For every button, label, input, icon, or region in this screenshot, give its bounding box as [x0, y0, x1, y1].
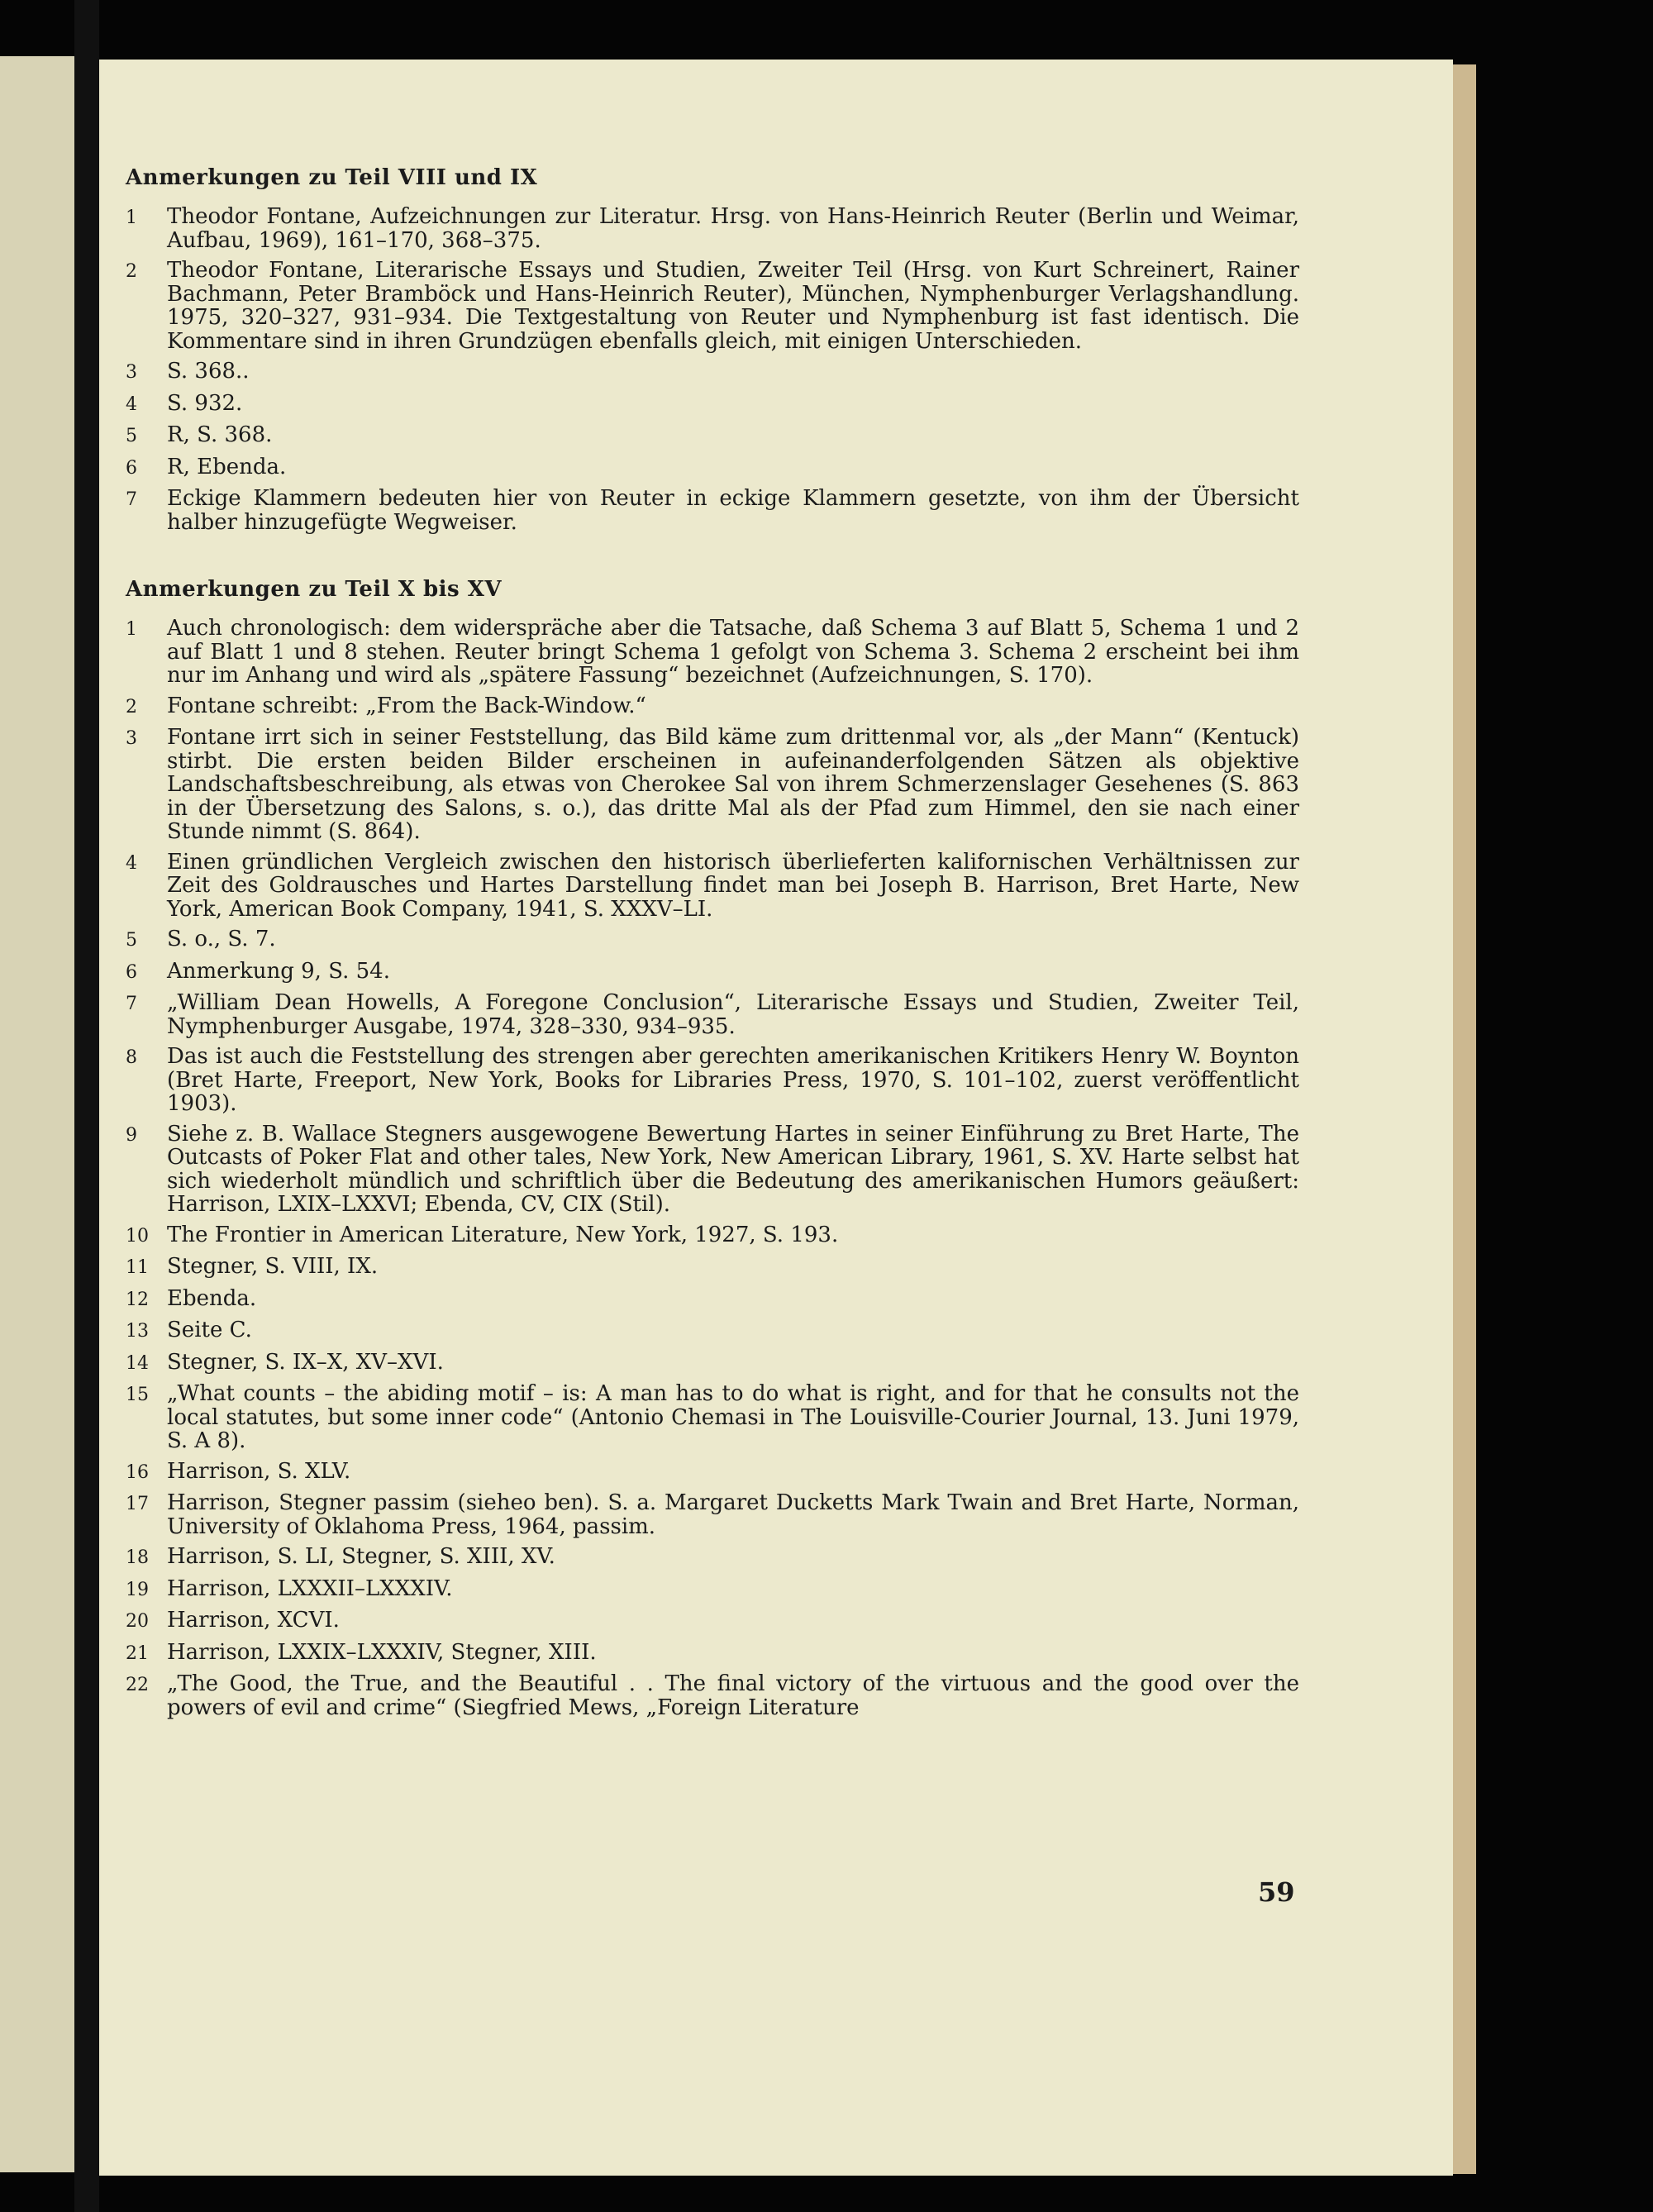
notes-content: [126, 165, 1299, 1726]
footnote: [126, 205, 1299, 252]
footnote-number: 15: [126, 1385, 149, 1405]
footnote: [126, 1318, 1299, 1344]
footnote-text: „The Good, the True, and the Beautiful . . The final victory of the virtuous and the good over the powers of evil and crime“ (Siegfried Mews, „Foreign Literature: [167, 1671, 1299, 1720]
footnote-number: 2: [126, 261, 137, 282]
footnote-number: 16: [126, 1461, 149, 1483]
footnote-text: Harrison, LXXIX–LXXXIV, Stegner, XIII.: [167, 1639, 597, 1665]
footnote: [126, 617, 1299, 688]
footnote: [126, 1460, 1299, 1485]
footnote: [126, 1045, 1299, 1116]
footnote: [126, 694, 1299, 720]
footnote-number: 21: [126, 1642, 149, 1664]
footnote-text: Eckige Klammern bedeuten hier von Reuter in eckige Klammern gesetzte, von ihm der Übersicht halber hinzugefügte Wegweiser.: [167, 486, 1299, 535]
footnote-text: Theodor Fontane, Literarische Essays und Studien, Zweiter Teil (Hrsg. von Kurt Schreinert, Rainer Bachmann, Peter Bramböck und Hans-Heinrich Reuter), München, Nymphenburger Verlagshandlung. 1975, 320–327, 931–934. Die Textgestaltung von Reuter und Nymphenburg ist fast identisch. Die Kommentare sind in ihren Grundzügen ebenfalls gleich, mit einigen Unterschieden.: [167, 258, 1299, 354]
section-heading: Anmerkungen zu Teil X bis XV: [126, 577, 503, 602]
footnote: [126, 487, 1299, 534]
footnote: [126, 1287, 1299, 1313]
footnote: [126, 851, 1299, 922]
page-edge: [1453, 64, 1476, 2174]
footnote: [126, 1545, 1299, 1571]
footnote-number: 9: [126, 1124, 137, 1146]
footnote-number: 13: [126, 1321, 149, 1342]
footnote-text: The Frontier in American Literature, New York, 1927, S. 193.: [167, 1222, 839, 1247]
footnote-text: Fontane irrt sich in seiner Feststellung, das Bild käme zum drittenmal vor, als „der Mann“ (Kentuck) stirbt. Die ersten beiden Bilder erscheinen in aufeinanderfolgenden Sätzen als objektive Landschaftsbeschreibung, als etwas von Cherokee Sal von ihrem Schmerzenslager Gesehenes (S. 863 in der Übersetzung des Salons, s. o.), das dritte Mal als der Pfad zum Himmel, den sie nach einer Stunde nimmt (S. 864).: [167, 725, 1299, 844]
footnote-text: Stegner, S. IX–X, XV–XVI.: [167, 1349, 444, 1375]
page-number: 59: [1258, 1876, 1295, 1908]
footnote: [126, 1609, 1299, 1634]
footnote-number: 4: [126, 852, 137, 874]
footnote: [126, 1672, 1299, 1719]
footnote: [126, 991, 1299, 1038]
footnote-number: 7: [126, 489, 137, 510]
footnote-text: Stegner, S. VIII, IX.: [167, 1254, 379, 1279]
footnote-text: Ebenda.: [167, 1285, 257, 1311]
footnote-text: Anmerkung 9, S. 54.: [167, 958, 390, 984]
footnote-number: 12: [126, 1289, 149, 1310]
footnote-text: Harrison, S. LI, Stegner, S. XIII, XV.: [167, 1544, 555, 1569]
footnote: [126, 726, 1299, 844]
footnote-text: Harrison, XCVI.: [167, 1608, 340, 1633]
footnote-text: Seite C.: [167, 1318, 252, 1342]
footnote-number: 6: [126, 961, 137, 983]
footnote-text: S. 368..: [167, 359, 250, 384]
footnote-number: 1: [126, 619, 137, 640]
footnote-text: Harrison, S. XLV.: [167, 1458, 351, 1484]
footnote-text: Fontane schreibt: „From the Back-Window.“: [167, 693, 646, 718]
footnote-number: 14: [126, 1352, 149, 1374]
footnote: [126, 1491, 1299, 1538]
footnote-number: 3: [126, 728, 137, 749]
footnote: [126, 392, 1299, 417]
footnote: [126, 360, 1299, 385]
footnote-text: R, S. 368.: [167, 422, 273, 447]
footnote-text: Harrison, Stegner passim (sieheo ben). S. a. Margaret Ducketts Mark Twain and Bret Harte, Norman, University of Oklahoma Press, 1964, passim.: [167, 1490, 1299, 1539]
footnote-text: Theodor Fontane, Aufzeichnungen zur Literatur. Hrsg. von Hans-Heinrich Reuter (Berlin und Weimar, Aufbau, 1969), 161–170, 368–375.: [167, 204, 1299, 253]
footnote-number: 5: [126, 426, 137, 446]
footnote-text: Auch chronologisch: dem widerspräche aber die Tatsache, daß Schema 3 auf Blatt 5, Schema 1 und 2 auf Blatt 1 und 8 stehen. Reuter bringt Schema 1 gefolgt von Schema 3. Schema 2 erscheint bei ihm nur im Anhang und wird als „spätere Fassung“ bezeichnet (Aufzeichnungen, S. 170).: [167, 616, 1299, 688]
footnote-number: 6: [126, 457, 137, 479]
footnote-number: 2: [126, 696, 137, 717]
footnote-text: Das ist auch die Feststellung des strengen aber gerechten amerikanischen Kritikers Henry W. Boynton (Bret Harte, Freeport, New York, Books for Libraries Press, 1970, S. 101–102, zuerst veröffentlicht 1903).: [167, 1044, 1299, 1116]
footnote-number: 17: [126, 1494, 149, 1514]
footnote: [126, 1577, 1299, 1603]
footnote-text: Siehe z. B. Wallace Stegners ausgewogene Bewertung Hartes in seiner Einführung zu Bret Harte, The Outcasts of Poker Flat and other tales, New York, New American Library, 1961, S. XV. Harte selbst hat sich wiederholt mündlich und schriftlich über die Bedeutung des amerikanischen Humors geäußert: Harrison, LXIX–LXXVI; Ebenda, CV, CIX (Stil).: [167, 1121, 1299, 1217]
footnote-number: 11: [126, 1257, 149, 1278]
footnote-number: 18: [126, 1547, 149, 1568]
footnote-number: 1: [126, 207, 137, 228]
footnote-number: 4: [126, 393, 137, 415]
footnote-number: 20: [126, 1611, 149, 1632]
footnote-text: Einen gründlichen Vergleich zwischen den historisch überlieferten kalifornischen Verhältnissen zur Zeit des Goldrausches und Hartes Darstellung findet man bei Joseph B. Harrison, Bret Harte, New York, American Book Company, 1941, S. XXXV–LI.: [167, 849, 1299, 922]
footnote: [126, 259, 1299, 353]
footnote-number: 8: [126, 1047, 137, 1068]
footnote-number: 19: [126, 1579, 149, 1600]
footnote-text: S. o., S. 7.: [167, 927, 276, 951]
footnote-number: 10: [126, 1225, 149, 1247]
book-gutter: [74, 0, 99, 2212]
footnote: [126, 1123, 1299, 1217]
footnote: [126, 1255, 1299, 1280]
footnote-number: 7: [126, 994, 137, 1014]
footnote-text: Harrison, LXXXII–LXXXIV.: [167, 1576, 453, 1601]
section-heading: Anmerkungen zu Teil VIII und IX: [126, 165, 538, 190]
footnote-number: 5: [126, 930, 137, 951]
footnote-text: R, Ebenda.: [167, 454, 287, 479]
footnote-number: 22: [126, 1675, 149, 1695]
footnote-text: S. 932.: [167, 390, 243, 416]
left-page-edge: [0, 56, 74, 2172]
footnote: [126, 927, 1299, 953]
notes-list: [126, 205, 1299, 534]
footnote: [126, 1223, 1299, 1249]
footnote: [126, 960, 1299, 985]
footnote: [126, 1351, 1299, 1376]
footnote-number: 3: [126, 362, 137, 383]
footnote: [126, 1382, 1299, 1453]
footnote: [126, 1641, 1299, 1666]
footnote-text: „William Dean Howells, A Foregone Conclusion“, Literarische Essays und Studien, Zweiter Teil, Nymphenburger Ausgabe, 1974, 328–330, 934–935.: [167, 990, 1299, 1039]
notes-list: [126, 617, 1299, 1719]
footnote-text: „What counts – the abiding motif – is: A man has to do what is right, and for that he consults not the local statutes, but some inner code“ (Antonio Chemasi in The Louisville-Courier Journal, 13. Juni 1979, S. A 8).: [167, 1381, 1299, 1453]
footnote: [126, 423, 1299, 449]
footnote: [126, 455, 1299, 481]
